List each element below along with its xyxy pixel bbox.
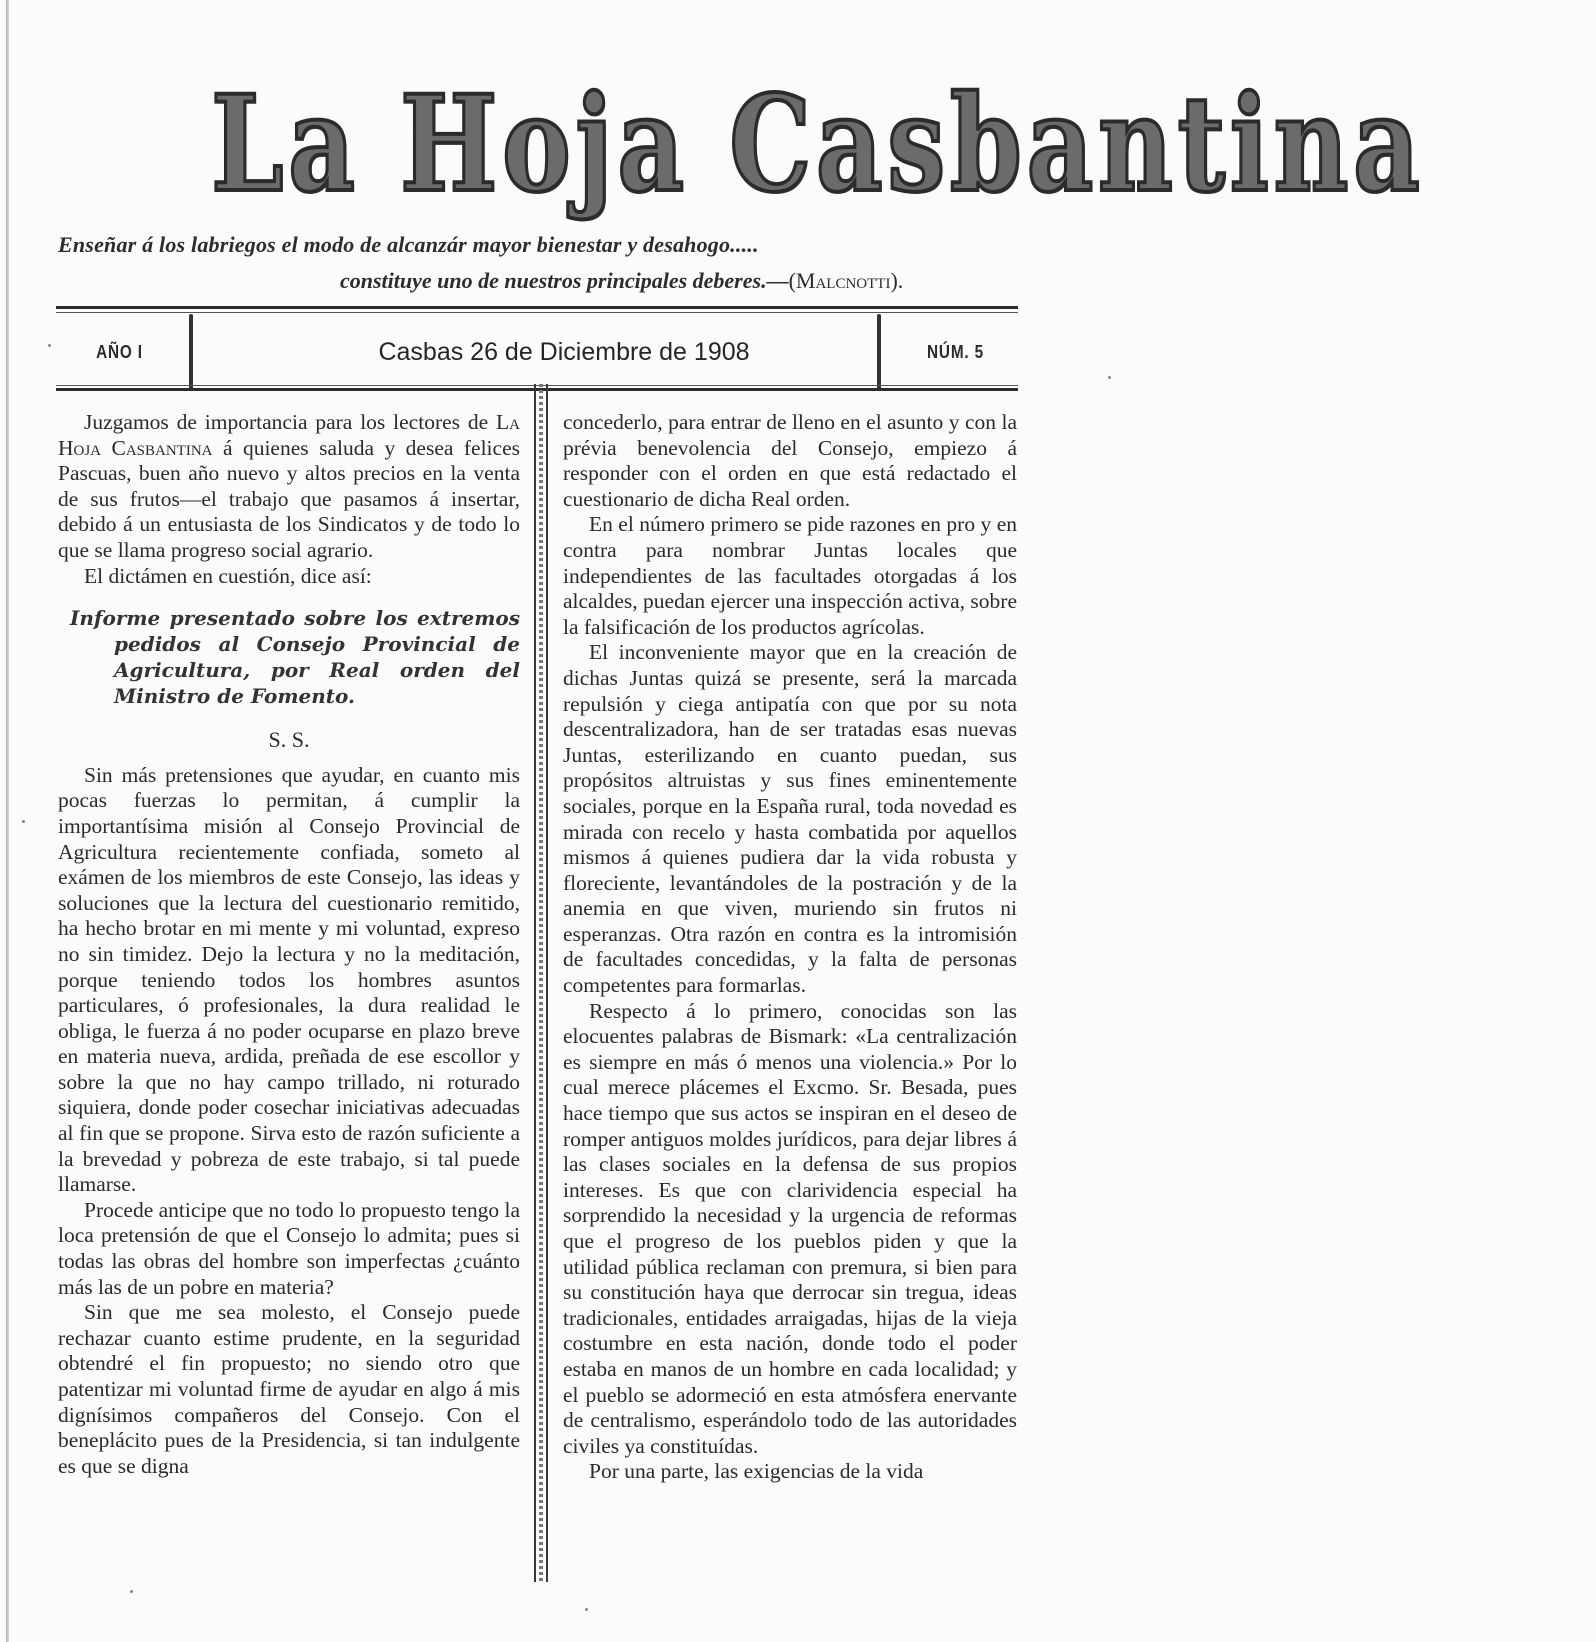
body-paragraph: El inconveniente mayor que en la creación de dichas Juntas quizá se presente, será la marcada repulsión y ciega antipatía con que por su nota descentralizadora, han de ser tratadas esas nuevas Juntas, esterilizando en cuanto puedan, sus propósitos altruistas y sus fines eminentemente sociales, porque en la España rural, toda novedad es mirada con recelo y hasta combatida por aquellos mismos á quienes pudiera dar la vida robusta y floreciente, levantándoles de la postración y de la anemia en que viven, muriendo sin frutos ni esperanzas. Otra razón en contra es la intromisión de facultades concedidas, y la falta de personas competentes para formarlas.: [563, 640, 1017, 998]
body-paragraph: En el número primero se pide razones en pro y en contra para nombrar Juntas locales que independientes de las facultades otorgadas á los alcaldes, puedan ejercer una inspección activa, sobre la falsificación de los productos agrícolas.: [563, 512, 1017, 639]
right-brace-divider: [877, 314, 881, 390]
column-divider: [534, 384, 548, 1582]
print-speck: [22, 820, 25, 823]
intro-paragraph: [58, 410, 520, 564]
top-rule-thin: [56, 312, 1018, 313]
body-paragraph: Sin más pretensiones que ayudar, en cuanto mis pocas fuerzas lo permitan, á cumplir la importantísima misión al Consejo Provincial de Agricultura recientemente confiada, someto al exámen de los miembros de este Consejo, las ideas y soluciones que la lectura del cuestionario remitido, ha hecho brotar en mi mente y mi voluntad, expreso no sin timidez. Dejo la lectura y no la meditación, porque teniendo todos los hombres asuntos particulares, ó profesionales, la dura realidad le obliga, le fuerza á no poder ocuparse en plazo breve en materia nueva, ardida, preñada de ese escollor y sobre la que no hay campo trillado, ni roturado siquiera, donde poder cosechar iniciativas adecuadas al fin que se propone. Sirva esto de razón suficiente a la brevedad y pobreza de este trabajo, si tal puede llamarse.: [58, 762, 520, 1197]
article-heading: Informe presentado sobre los extremos pedidos al Consejo Provincial de Agricultura, por Real orden del Ministro de Fomento.: [70, 606, 520, 709]
masthead-title-block: [40, 67, 1425, 222]
intro-text-cont: á quienes saluda y desea felices Pascuas, buen año nuevo y altos precios en la venta de sus frutos—el trabajo que pasamos á insertar, debido á un entusiasta de los Sindicatos y de todo lo que se llama progreso social agrario.: [58, 435, 520, 562]
newspaper-title: La Hoja Casbantina: [211, 67, 1425, 222]
issue-number: NÚM. 5: [927, 342, 984, 362]
motto-line-1: Enseñar á los labriegos el modo de alcanzár mayor bienestar y desahogo.....: [58, 232, 759, 257]
salutation: S. S.: [268, 727, 310, 753]
left-column: [58, 410, 520, 1479]
body-paragraph: concederlo, para entrar de lleno en el asunto y con la prévia benevolencia del Consejo, empiezo á responder con el orden en que está redactado el cuestionario de dicha Real orden.: [563, 410, 1017, 511]
newspaper-name-inline: La Hoja Casbantina: [58, 410, 520, 460]
motto-author: (Malcnotti).: [788, 268, 904, 293]
body-paragraph: Respecto á lo primero, conocidas son las elocuentes palabras de Bismark: «La centralización es siempre en más ó menos una violencia.» Por lo cual merece plácemes el Excmo. Sr. Besada, pues hace tiempo que sus actos se inspiran en el deseo de romper antiguos moldes jurídicos, para dejar libres á las clases sociales en la defensa de sus propios intereses. Es que con clarividencia especial ha sorprendido la necesidad y la urgencia de reformas que el progreso de los pueblos piden y que la utilidad pública reclaman con premura, si bien para su constitución haya que derrocar sin tregua, ideas tradicionales, entidades arraigadas, hijas de la vieja costumbre en esta nación, donde todo el poder estaba en manos de un hombre en cada localidad; y el pueblo se adormeció en esta atmósfera enervante de centralismo, esperándolo todo de las autoridades civiles ya constituídas.: [563, 998, 1017, 1458]
body-paragraph: Por una parte, las exigencias de la vida: [589, 1459, 924, 1484]
right-column: [563, 410, 1017, 1485]
page-edge: [6, 0, 9, 1642]
print-speck: [130, 1590, 133, 1593]
intro-paragraph-2: El dictámen en cuestión, dice así:: [84, 563, 372, 588]
motto-line-2: [340, 268, 903, 294]
top-rule: [56, 306, 1018, 309]
print-speck: [1108, 376, 1111, 379]
print-speck: [585, 1608, 588, 1611]
body-paragraph: Sin que me sea molesto, el Consejo puede rechazar cuanto estime prudente, en la seguridad obtendré el fin propuesto; no siendo otro que patentizar mi voluntad firme de ayudar en algo á mis dignísimos compañeros del Consejo. Con el beneplácito pues de la Presidencia, si tan indulgente es que se digna: [58, 1300, 520, 1478]
issue-date: Casbas 26 de Diciembre de 1908: [378, 338, 750, 366]
body-paragraph: Procede anticipe que no todo lo propuesto tengo la loca pretensión de que el Consejo lo admita; pues si todas las obras del hombre son imperfectas ¿cuánto más las de un pobre en materia?: [58, 1197, 520, 1299]
print-speck: [48, 344, 51, 347]
intro-text: Juzgamos de importancia para los lectores de: [84, 410, 497, 434]
year-label: AÑO I: [96, 342, 143, 362]
motto-text: constituye uno de nuestros principales deberes.—: [340, 268, 789, 293]
